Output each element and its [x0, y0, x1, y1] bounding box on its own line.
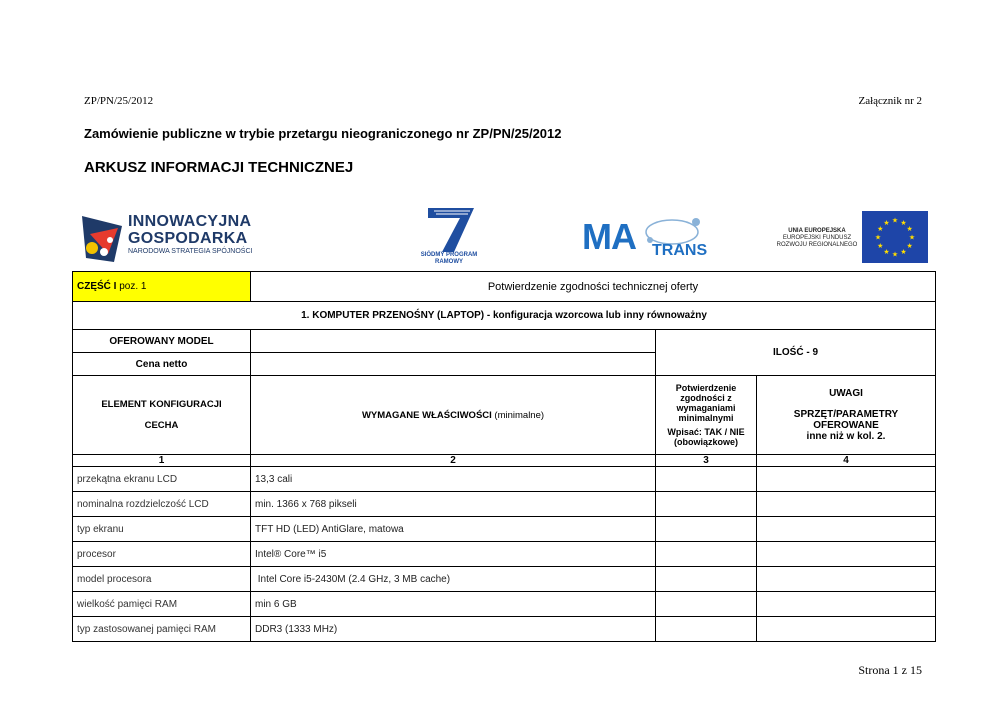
column-header-feature [73, 376, 251, 455]
page-number: Strona 1 z 15 [858, 663, 922, 677]
confirmation-label: Potwierdzenie zgodności technicznej oferty [251, 272, 936, 302]
requirement-cell: 13,3 cali [251, 467, 656, 492]
requirement-cell: TFT HD (LED) AntiGlare, matowa [251, 517, 656, 542]
product-heading: 1. KOMPUTER PRZENOŚNY (LAPTOP) - konfiguracja wzorcowa lub inny równoważny [73, 302, 936, 330]
remarks-input[interactable] [757, 492, 936, 517]
compliance-input[interactable] [656, 592, 757, 617]
feature-cell: wielkość pamięci RAM [73, 592, 251, 617]
column-headers-row [73, 376, 936, 455]
remarks-input[interactable] [757, 592, 936, 617]
compliance-input[interactable] [656, 492, 757, 517]
fp7-caption-2: RAMOWY [435, 259, 463, 265]
part-cell [73, 272, 251, 302]
eu-line1: UNIA EUROPEJSKA [788, 228, 846, 234]
eu-stars-icon [862, 211, 928, 263]
column-number-3: 3 [656, 455, 757, 467]
technical-specification-table [72, 271, 936, 642]
part-label: CZĘŚĆ I [77, 281, 117, 292]
table-row [73, 542, 936, 567]
ig-logo-line1: INNOWACYJNA [128, 213, 252, 230]
document-subtitle: ARKUSZ INFORMACJI TECHNICZNEJ [84, 159, 354, 176]
table-row [73, 567, 936, 592]
innowacyjna-gospodarka-emblem-icon [78, 208, 126, 266]
quantity-label: ILOŚĆ - 9 [656, 330, 936, 376]
innowacyjna-gospodarka-logo [78, 208, 258, 268]
col4-header-b: SPRZĘT/PARAMETRY OFEROWANE [793, 409, 899, 431]
eu-star-icon: ★ [883, 249, 890, 257]
remarks-input[interactable] [757, 542, 936, 567]
remarks-input[interactable] [757, 567, 936, 592]
part-position: poz. 1 [119, 281, 147, 292]
table-row [73, 517, 936, 542]
table-row [73, 467, 936, 492]
compliance-input[interactable] [656, 467, 757, 492]
compliance-input[interactable] [656, 617, 757, 642]
compliance-input[interactable] [656, 542, 757, 567]
column-header-requirements [251, 376, 656, 455]
requirement-cell: min. 1366 x 768 pikseli [251, 492, 656, 517]
eu-flag-icon [862, 211, 928, 263]
matrans-logo [582, 212, 722, 264]
col4-header-a: UWAGI [829, 388, 863, 399]
eu-star-icon: ★ [877, 243, 884, 250]
table-row [73, 492, 936, 517]
column-numbers-row [73, 455, 936, 467]
col1-header-a: ELEMENT KONFIGURACJI [101, 399, 222, 410]
column-number-4: 4 [757, 455, 936, 467]
col2-header-bold: WYMAGANE WŁAŚCIWOŚCI [361, 409, 492, 421]
eu-star-icon: ★ [906, 243, 913, 250]
offered-model-label: OFEROWANY MODEL [73, 330, 251, 353]
eu-star-icon: ★ [883, 219, 890, 227]
offered-model-row [73, 330, 936, 353]
fp7-caption-1: SIÓDMY PROGRAM [420, 252, 478, 258]
eu-line3: ROZWOJU REGIONALNEGO [776, 242, 858, 248]
requirement-cell: Intel Core i5-2430M (2.4 GHz, 3 MB cache) [251, 567, 656, 592]
table-row [73, 592, 936, 617]
attachment-label: Załącznik nr 2 [858, 95, 922, 107]
document-number: ZP/PN/25/2012 [84, 95, 154, 107]
requirement-cell: Intel® Core™ i5 [251, 542, 656, 567]
feature-cell: przekątna ekranu LCD [73, 467, 251, 492]
eu-star-icon: ★ [877, 226, 884, 233]
eu-star-icon: ★ [900, 219, 907, 227]
feature-cell: model procesora [73, 567, 251, 592]
column-header-compliance [656, 376, 757, 455]
requirement-cell: DDR3 (1333 MHz) [251, 617, 656, 642]
eu-star-icon: ★ [900, 249, 907, 257]
matrans-logo-ma: MA [582, 216, 636, 257]
fp7-seven-icon [414, 206, 484, 252]
eu-line2: EUROPEJSKI FUNDUSZ [782, 235, 852, 241]
feature-cell: nominalna rozdzielczość LCD [73, 492, 251, 517]
col2-header-rest: (minimalne) [491, 409, 545, 421]
matrans-logo-trans: TRANS [652, 242, 708, 259]
remarks-input[interactable] [757, 617, 936, 642]
remarks-input[interactable] [757, 517, 936, 542]
document-title: Zamówienie publiczne w trybie przetargu nieograniczonego nr ZP/PN/25/2012 [84, 126, 562, 141]
col1-header-b: CECHA [144, 420, 179, 431]
eu-star-icon: ★ [891, 251, 899, 259]
ig-logo-line2: GOSPODARKA [128, 230, 248, 247]
eu-fund-text [774, 228, 860, 249]
remarks-input[interactable] [757, 467, 936, 492]
column-number-1: 1 [73, 455, 251, 467]
requirement-cell: min 6 GB [251, 592, 656, 617]
net-price-label: Cena netto [73, 353, 251, 376]
column-number-2: 2 [251, 455, 656, 467]
eu-star-icon: ★ [891, 217, 899, 225]
col4-header-c: inne niż w kol. 2. [806, 431, 886, 442]
eu-star-icon: ★ [908, 234, 916, 242]
part-row [73, 272, 936, 302]
compliance-input[interactable] [656, 517, 757, 542]
net-price-input[interactable] [251, 353, 656, 376]
col3-header-a: Potwierdzenie zgodności z wymaganiami minimalnymi [675, 383, 737, 423]
offered-model-input[interactable] [251, 330, 656, 353]
feature-cell: typ zastosowanej pamięci RAM [73, 617, 251, 642]
fp7-logo [414, 206, 484, 270]
ig-logo-tagline: NARODOWA STRATEGIA SPÓJNOŚCI [128, 248, 253, 255]
feature-cell: procesor [73, 542, 251, 567]
table-row [73, 617, 936, 642]
column-header-remarks [757, 376, 936, 455]
col3-header-b: Wpisać: TAK / NIE (obowiązkowe) [667, 427, 745, 447]
heading-row [73, 302, 936, 330]
compliance-input[interactable] [656, 567, 757, 592]
eu-star-icon: ★ [906, 226, 913, 233]
eu-star-icon: ★ [874, 234, 882, 242]
feature-cell: typ ekranu [73, 517, 251, 542]
